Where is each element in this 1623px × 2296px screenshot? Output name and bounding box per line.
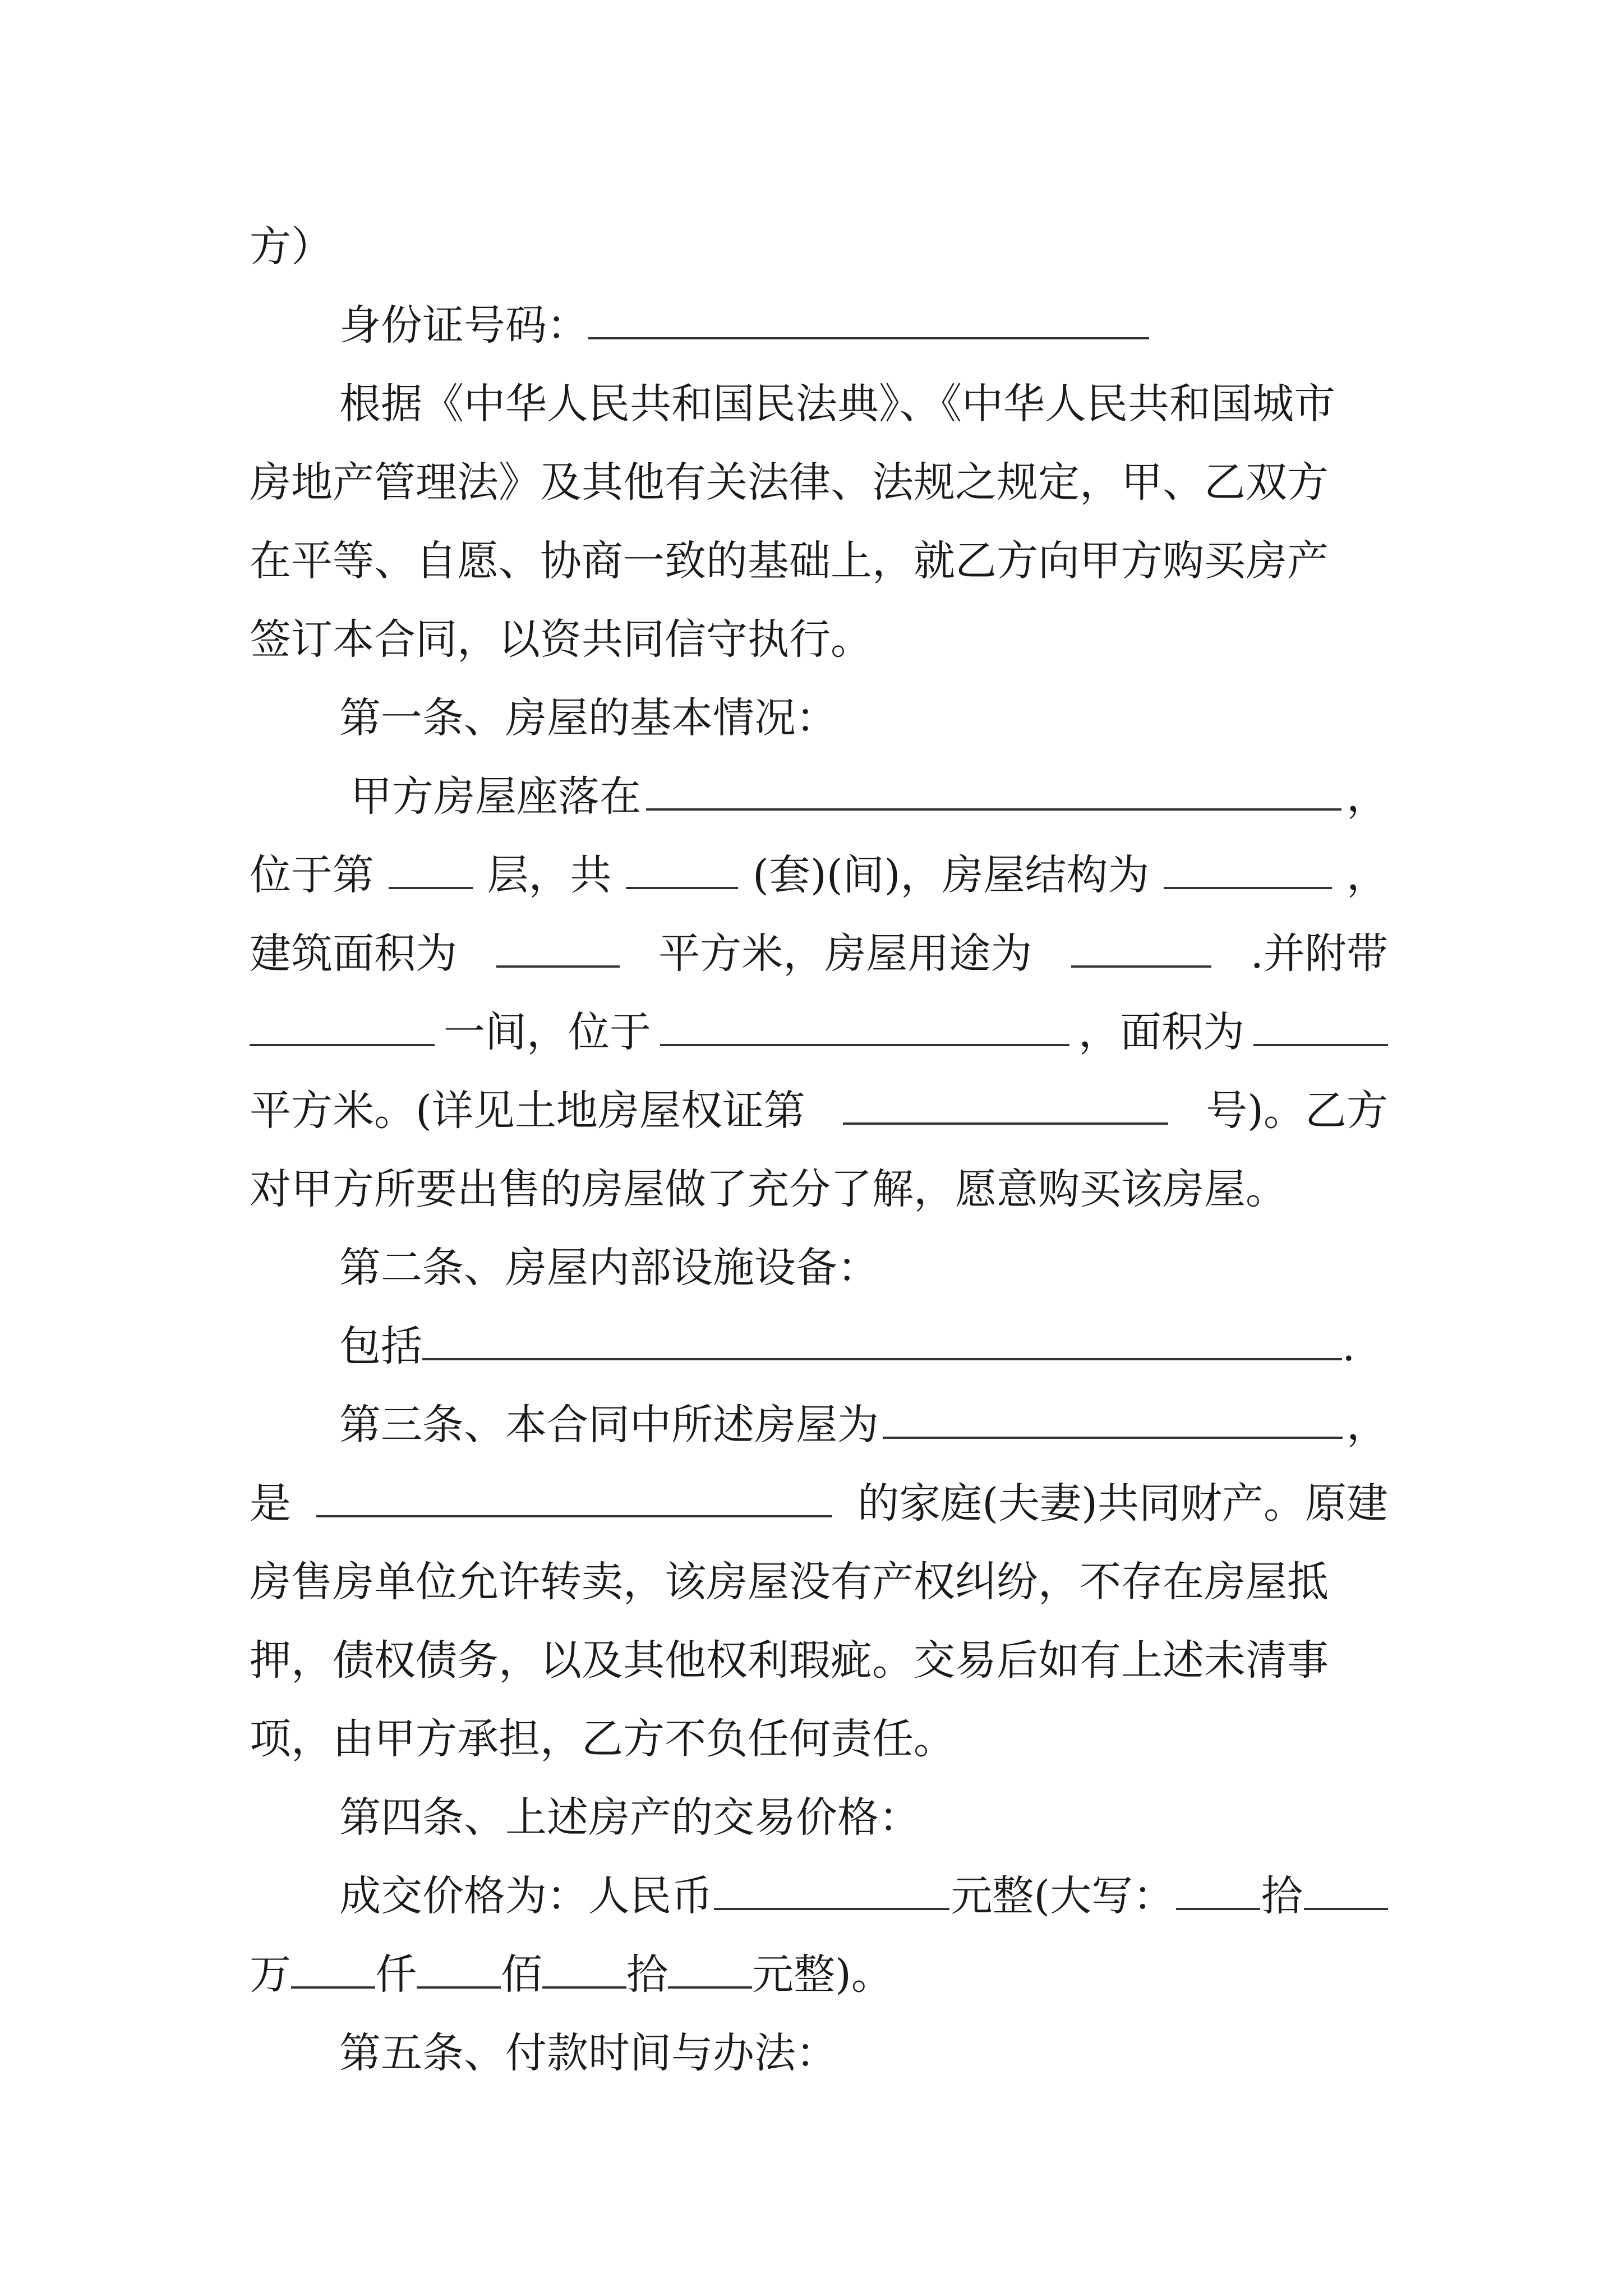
text-fragment: 一间，位于 — [444, 1008, 651, 1056]
family-blank[interactable] — [316, 1480, 832, 1517]
text-fragment: 在平等、自愿、协商一致的基础上，就乙方向甲方购买房产 — [250, 537, 1329, 585]
certificate-blank[interactable] — [843, 1088, 1168, 1125]
article-1-line — [250, 1071, 1388, 1150]
text-line — [250, 1700, 1388, 1778]
text-fragment: 位于第 — [250, 851, 374, 899]
owner-blank[interactable] — [883, 1402, 1343, 1439]
text-fragment: 甲方房屋座落在 — [351, 772, 641, 821]
article-1-line — [250, 836, 1388, 914]
text-fragment: 拾 — [1261, 1872, 1303, 1920]
attached-location-blank[interactable] — [660, 1009, 1069, 1046]
text-fragment: 房地产管理法》及其他有关法律、法规之规定，甲、乙双方 — [250, 458, 1329, 507]
text-line — [250, 365, 1388, 443]
text-line — [250, 600, 1388, 679]
text-fragment: 方） — [250, 223, 333, 271]
article-5-title — [250, 2014, 1388, 2092]
text-fragment: 仟 — [375, 1950, 417, 1999]
article-2-line — [250, 1307, 1388, 1386]
text-fragment: 签订本合同，以资共同信守执行。 — [250, 615, 872, 664]
text-fragment: 根据《中华人民共和国民法典》、《中华人民共和国城市 — [339, 380, 1335, 428]
article-heading: 第四条、上述房产的交易价格： — [339, 1793, 920, 1842]
article-1-line — [250, 914, 1388, 993]
text-fragment: 第三条、本合同中所述房屋为 — [339, 1401, 879, 1449]
article-3-line — [250, 1464, 1388, 1543]
article-heading: 第二条、房屋内部设施设备： — [339, 1244, 879, 1292]
article-4-line — [250, 1935, 1388, 2014]
text-line — [250, 208, 1388, 286]
text-fragment: 元整(大写： — [951, 1872, 1175, 1920]
price-shi-blank[interactable] — [542, 1952, 626, 1989]
text-fragment: 元整)。 — [752, 1950, 893, 1999]
text-line — [250, 1150, 1388, 1228]
text-line — [250, 522, 1388, 600]
facilities-blank[interactable] — [422, 1323, 1342, 1360]
text-fragment: 层，共 — [487, 851, 612, 899]
units-blank[interactable] — [626, 852, 738, 889]
id-number-blank[interactable] — [588, 302, 1149, 339]
price-yuan-blank[interactable] — [668, 1952, 752, 1989]
price-qian-blank[interactable] — [291, 1952, 375, 1989]
id-number-line — [250, 286, 1388, 365]
article-1-title — [250, 679, 1388, 757]
text-fragment: 押，债权债务，以及其他权利瑕疵。交易后如有上述未清事 — [250, 1636, 1329, 1685]
text-line — [250, 1621, 1388, 1700]
article-1-line — [250, 757, 1388, 836]
text-fragment: 房售房单位允许转卖，该房屋没有产权纠纷，不存在房屋抵 — [250, 1558, 1329, 1606]
text-line — [250, 443, 1388, 522]
id-number-label: 身份证号码： — [339, 301, 588, 349]
text-fragment: 对甲方所要出售的房屋做了充分了解，愿意购买该房屋。 — [250, 1165, 1287, 1213]
attached-blank[interactable] — [250, 1009, 435, 1046]
article-3-line — [250, 1386, 1388, 1464]
text-fragment: 拾 — [626, 1950, 668, 1999]
text-fragment: 万 — [250, 1950, 291, 1999]
text-fragment: ，面积为 — [1078, 1008, 1244, 1056]
article-1-line — [250, 993, 1388, 1071]
text-fragment: . — [1342, 1322, 1355, 1370]
article-2-title — [250, 1228, 1388, 1307]
text-fragment: ， — [1347, 772, 1388, 821]
text-fragment: 平方米。(详见土地房屋权证第 — [250, 1087, 805, 1135]
area-blank[interactable] — [496, 931, 620, 968]
text-fragment: 是 — [250, 1479, 291, 1527]
price-wan-blank[interactable] — [1304, 1873, 1388, 1910]
location-blank[interactable] — [646, 774, 1341, 811]
text-fragment: 号)。乙方 — [1206, 1087, 1388, 1135]
price-blank[interactable] — [714, 1873, 949, 1910]
price-shi-wan-blank[interactable] — [1176, 1873, 1260, 1910]
text-line — [250, 1543, 1388, 1621]
text-fragment: 建筑面积为 — [250, 930, 457, 978]
price-bai-blank[interactable] — [417, 1952, 501, 1989]
text-fragment: 项，由甲方承担，乙方不负任何责任。 — [250, 1715, 955, 1763]
article-4-title — [250, 1778, 1388, 1857]
usage-blank[interactable] — [1071, 931, 1211, 968]
text-fragment: ， — [1346, 851, 1388, 899]
text-fragment: 平方米，房屋用途为 — [658, 930, 1032, 978]
text-fragment: ， — [1347, 1401, 1388, 1449]
article-4-line — [250, 1857, 1388, 1935]
attached-area-blank[interactable] — [1253, 1009, 1388, 1046]
text-fragment: 佰 — [501, 1950, 542, 1999]
text-fragment: (套)(间)，房屋结构为 — [753, 851, 1150, 899]
structure-blank[interactable] — [1164, 852, 1332, 889]
text-fragment: 的家庭(夫妻)共同财产。原建 — [857, 1479, 1388, 1527]
floor-blank[interactable] — [389, 852, 473, 889]
article-heading: 第一条、房屋的基本情况： — [339, 694, 837, 742]
text-fragment: 成交价格为：人民币 — [339, 1872, 713, 1920]
text-fragment: .并附带 — [1250, 930, 1388, 978]
article-heading: 第五条、付款时间与办法： — [339, 2029, 837, 2077]
text-fragment: 包括 — [339, 1322, 422, 1370]
